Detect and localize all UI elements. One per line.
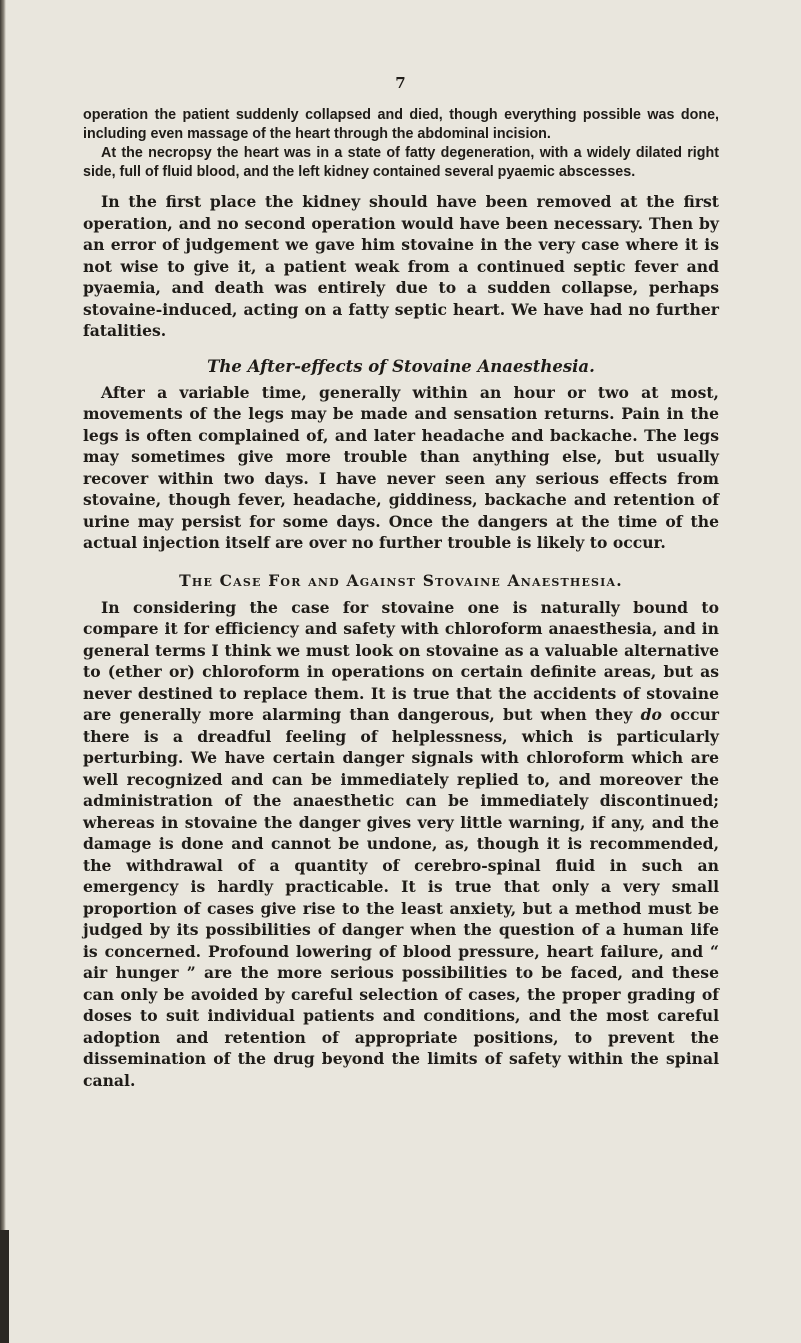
paragraph-case-for-against xyxy=(83,597,719,1092)
text-segment: In considering the case for stovaine one is naturally bound to compare it for efficiency and safety with chloroform anaesthesia, and in general terms I think we must look on stovaine as a valuable alternative to (ether or) chloroform in operations on certain definite areas, but as never destined to replace them. It is true that the accidents of stovaine are generally more alarming than dangerous, but when they xyxy=(83,597,719,724)
page-number: 7 xyxy=(395,74,406,92)
heading-case-for-against: The Case For and Against Stovaine Anaesthesia. xyxy=(179,570,623,590)
small-paragraph-operation: operation the patient suddenly collapsed and died, though everything possible was done, including even massage of the heart through the abdominal incision. xyxy=(83,107,719,142)
scan-edge-mark xyxy=(0,1230,9,1343)
paragraph-case-discussion: In the first place the kidney should have been removed at the first operation, and no second operation would have been necessary. Then by an error of judgement we gave him stovaine in the very case where it is not wise to give it, a patient weak from a continued septic fever and pyaemia, and death was entirely due to a sudden collapse, perhaps stovaine-induced, acting on a fatty septic heart. We have had no further fatalities. xyxy=(83,192,719,340)
text-segment: occur there is a dreadful feeling of helplessness, which is particularly perturbing. We have certain danger signals with chloroform which are well recognized and can be immediately replied to, and moreover the administration of the anaesthetic can be immediately discontinued; whereas in stovaine the danger gives very little warning, if any, and the damage is done and cannot be undone, as, though it is recommended, the withdrawal of a quantity of cerebro-spinal fluid in such an emergency is hardly practicable. It is true that only a very small proportion of cases give rise to the least anxiety, but a method must be judged by its possibilities of danger when the question of a human life is concerned. Profound lowering of blood pressure, heart failure, and “ air hunger ” are the more serious possibilities to be faced, and these can only be avoided by careful selection of cases, the proper grading of doses to suit individual patients and conditions, and the most careful adoption and retention of appropriate positions, to prevent the dissemination of the drug beyond the limits of safety within the spinal canal. xyxy=(83,705,720,1090)
italic-emphasis: do xyxy=(640,705,662,724)
page-content xyxy=(83,106,719,1091)
scan-edge-left xyxy=(0,0,6,1343)
paragraph-after-effects: After a variable time, generally within an hour or two at most, movements of the legs may be made and sensation returns. Pain in the legs is often complained of, and later headache and backache. The legs may sometimes give more trouble than anything else, but usually recover within two days. I have never seen any serious effects from stovaine, though fever, headache, giddiness, backache and retention of urine may persist for some days. Once the dangers at the time of the actual injection itself are over no further trouble is likely to occur. xyxy=(83,382,719,552)
heading-after-effects: The After-effects of Stovaine Anaesthesia. xyxy=(207,356,595,376)
small-paragraph-necropsy: At the necropsy the heart was in a state of fatty degeneration, with a widely dilated right side, full of fluid blood, and the left kidney contained several pyaemic abscesses. xyxy=(83,145,719,180)
